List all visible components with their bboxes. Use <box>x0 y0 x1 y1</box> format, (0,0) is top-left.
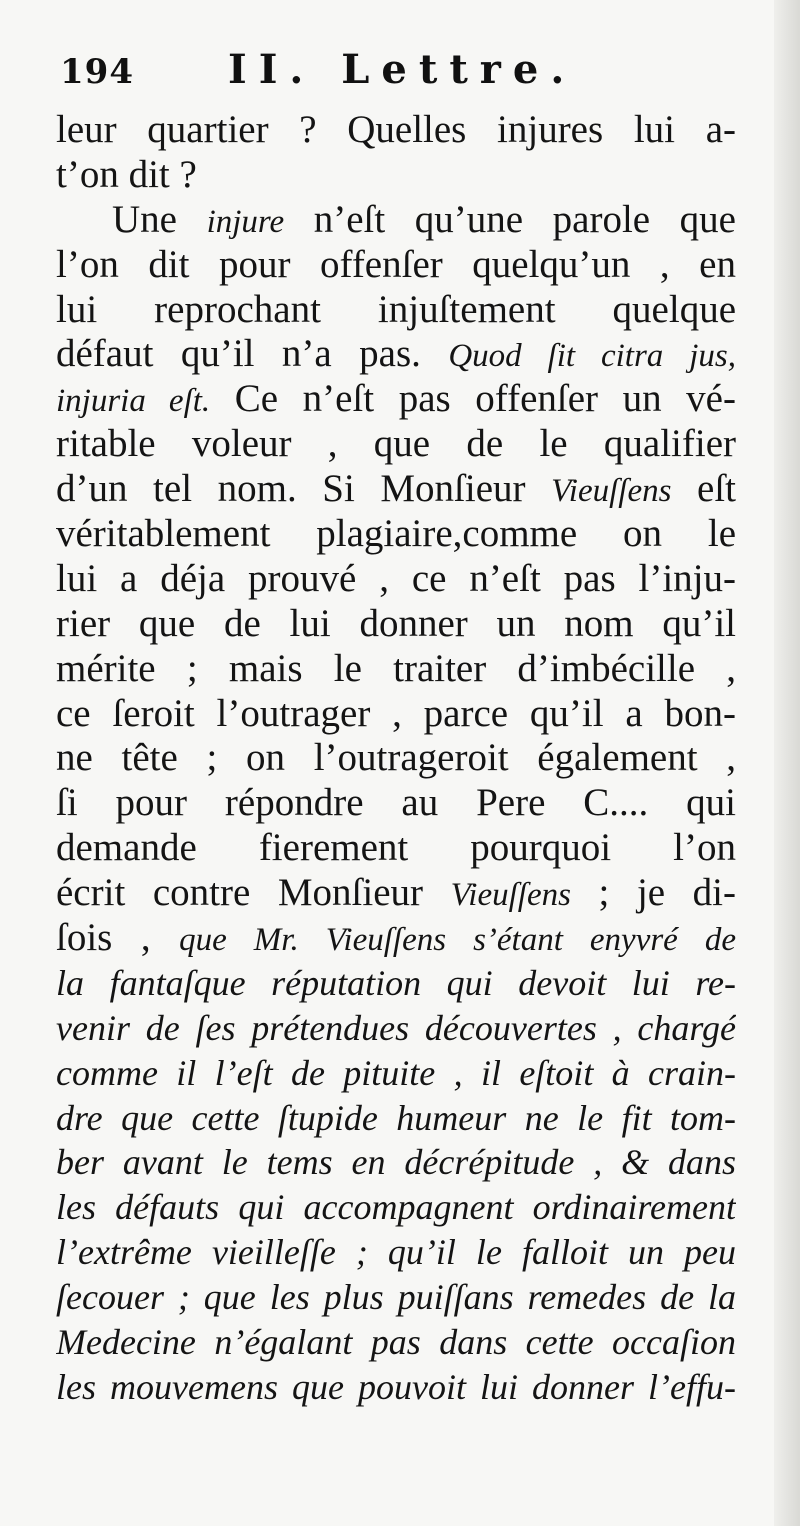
text-line: les défauts qui accompagnent ordinairement <box>56 1187 736 1228</box>
text-line: la fantaſque réputation qui devoit lui re- <box>56 962 736 1003</box>
text-line: l’on dit pour offenſer quelqu’un , en <box>56 242 736 286</box>
text-line: mérite ; mais le traiter d’imbécille , <box>56 646 736 690</box>
running-head-title: II. Lettre. <box>228 46 577 93</box>
text-line: ce ſeroit l’outrager , parce qu’il a bon- <box>56 691 736 735</box>
text-line: ſecouer ; que les plus puiſſans remedes de la <box>56 1277 736 1318</box>
body-text <box>56 108 736 1410</box>
page-edge-shadow <box>774 0 800 1526</box>
text-line: lui a déja prouvé , ce n’eſt pas l’inju- <box>56 556 736 600</box>
text-line: véritablement plagiaire,comme on le <box>56 512 736 556</box>
text-line: d’un tel nom. Si Monſieur Vieuſſens eſt <box>56 467 736 511</box>
text-line: défaut qu’il n’a pas. Quod ſit citra jus, <box>56 332 736 376</box>
text-line: injuria eſt. Ce n’eſt pas offenſer un vé- <box>56 377 736 421</box>
text-line: ſois , que Mr. Vieuſſens s’étant enyvré de <box>56 916 736 960</box>
text-line: comme il l’eſt de pituite , il eſtoit à crain- <box>56 1052 736 1093</box>
text-line: demande fierement pourquoi l’on <box>56 826 736 870</box>
text-line: ritable voleur , que de le qualifier <box>56 422 736 466</box>
text-line: venir de ſes prétendues découvertes , chargé <box>56 1007 736 1048</box>
text-line: écrit contre Monſieur Vieuſſens ; je di- <box>56 871 736 915</box>
text-line: lui reprochant injuſtement quelque <box>56 287 736 331</box>
text-line: leur quartier ? Quelles injures lui a- <box>56 108 736 151</box>
text-line: Une injure n’eſt qu’une parole que <box>112 197 736 241</box>
text-line: les mouvemens que pouvoit lui donner l’effu- <box>56 1366 736 1407</box>
text-line: Medecine n’égalant pas dans cette occaſion <box>56 1322 736 1363</box>
text-line: dre que cette ſtupide humeur ne le fit tom- <box>56 1097 736 1138</box>
text-line: t’on dit ? <box>56 152 197 196</box>
text-line: rier que de lui donner un nom qu’il <box>56 601 736 645</box>
text-line: l’extrême vieilleſſe ; qu’il le falloit un peu <box>56 1232 736 1273</box>
text-line: ſi pour répondre au Pere C.... qui <box>56 781 736 825</box>
page-number: 194 <box>60 52 134 92</box>
running-head <box>60 46 760 96</box>
text-line: ne tête ; on l’outrageroit également , <box>56 736 736 780</box>
text-line: ber avant le tems en décrépitude , & dans <box>56 1142 736 1183</box>
